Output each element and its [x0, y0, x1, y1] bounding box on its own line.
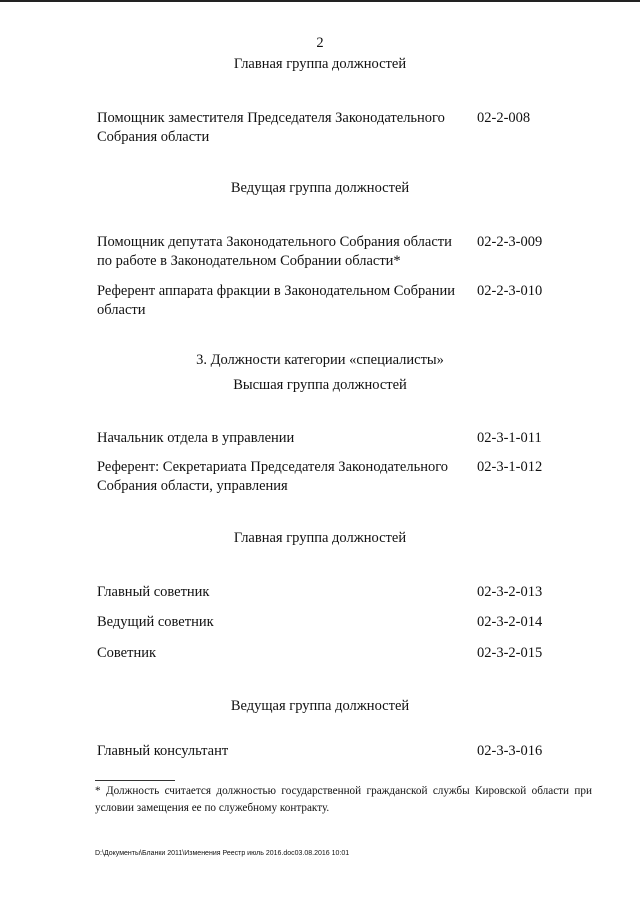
category-heading-specialists: 3. Должности категории «специалисты» — [196, 352, 444, 368]
position-name: Референт: Секретариата Председателя Законодательного Собрания области, управления — [97, 459, 449, 494]
position-name: Помощник заместителя Председателя Законодательного Собрания области — [97, 110, 445, 145]
position-code: 02-2-008 — [477, 110, 531, 126]
position-name: Начальник отдела в управлении — [97, 430, 295, 446]
position-code: 02-3-1-012 — [477, 459, 543, 475]
position-code: 02-2-3-010 — [477, 283, 543, 299]
group-heading-leading-1: Ведущая группа должностей — [230, 180, 410, 196]
group-heading-main-2: Главная группа должностей — [233, 530, 407, 546]
position-name: Помощник депутата Законодательного Собрания области по работе в Законодательном Собрании области* — [97, 234, 452, 269]
top-border — [0, 0, 640, 2]
position-code: 02-3-1-011 — [477, 430, 542, 446]
position-code: 02-3-2-013 — [477, 584, 543, 600]
position-code: 02-3-2-014 — [477, 614, 543, 630]
position-name: Главный консультант — [97, 743, 229, 759]
group-heading-highest: Высшая группа должностей — [233, 377, 407, 393]
footnote-text: * Должность считается должностью государственной гражданской службы Кировской области при условии замещения ее по служебному контракту. — [95, 785, 592, 814]
position-name: Главный советник — [97, 584, 210, 600]
page-number: 2 — [316, 35, 324, 51]
file-path-footer: D:\Документы\Бланки 2011\Изменения Реестр июль 2016.doc03.08.2016 10:01 — [95, 850, 350, 857]
group-heading-main-1: Главная группа должностей — [233, 56, 407, 72]
position-code: 02-2-3-009 — [477, 234, 543, 250]
position-name: Советник — [97, 645, 157, 661]
footnote-separator — [95, 780, 175, 781]
group-heading-leading-2: Ведущая группа должностей — [230, 698, 410, 714]
position-code: 02-3-2-015 — [477, 645, 543, 661]
position-name: Референт аппарата фракции в Законодательном Собрании области — [97, 283, 456, 318]
position-code: 02-3-3-016 — [477, 743, 543, 759]
position-name: Ведущий советник — [97, 614, 214, 630]
